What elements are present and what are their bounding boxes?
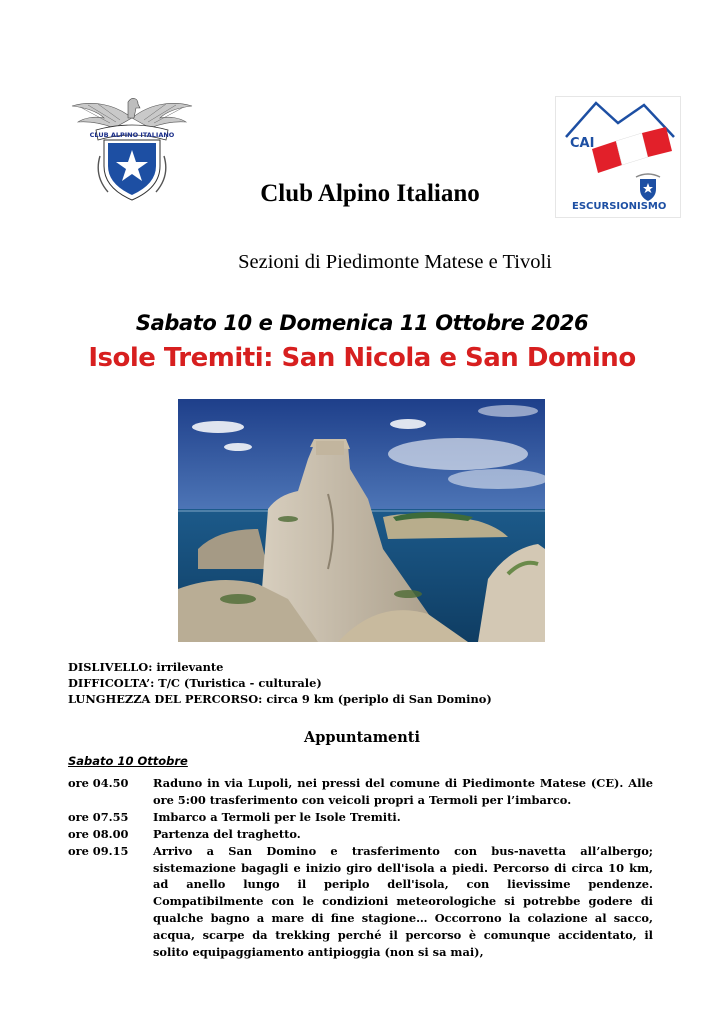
sections-subtitle: Sezioni di Piedimonte Matese e Tivoli bbox=[238, 251, 552, 273]
schedule-time: ore 04.50 bbox=[68, 776, 129, 790]
logo-right-esc: ESCURSIONISMO bbox=[572, 201, 667, 212]
schedule-text: Partenza del traghetto. bbox=[153, 826, 301, 841]
schedule-row bbox=[68, 775, 653, 809]
schedule-row bbox=[68, 843, 653, 961]
schedule-text: Imbarco a Termoli per le Isole Tremiti. bbox=[153, 809, 401, 824]
day-heading: Sabato 10 Ottobre bbox=[68, 754, 188, 768]
info-block bbox=[68, 659, 492, 707]
logo-right-cai: CAI bbox=[570, 136, 595, 151]
schedule-text: Raduno in via Lupoli, nei pressi del comune di Piedimonte Matese (CE). Alle ore 5:00 trasferimento con veicoli propri a Termoli per l’imbarco. bbox=[153, 776, 653, 807]
appointments-heading: Appuntamenti bbox=[303, 729, 421, 746]
tremiti-photo bbox=[178, 399, 545, 642]
event-dates: Sabato 10 e Domenica 11 Ottobre 2026 bbox=[135, 311, 589, 335]
event-title: Isole Tremiti: San Nicola e San Domino bbox=[88, 343, 636, 373]
schedule-time: ore 07.55 bbox=[68, 809, 129, 824]
schedule-time: ore 09.15 bbox=[68, 843, 129, 858]
schedule-text: Arrivo a San Domino e trasferimento con bus-navetta all’albergo; sistemazione bagagli e inizio giro dell'isola a piedi. Percorso di circa 10 km, ad anello lungo il periplo dell'isola, con lievissime pendenze. Compatibilmente con le condizioni meteorologiche si potrebbe godere di qualche bagno a mare di fine stagione… Occorrono la colazione al sacco, acqua, scarpe da trekking perché il percorso è comunque accidentato, il solito equipaggiamento antipioggia (non si sa mai), bbox=[153, 843, 653, 960]
logo-left-text: CLUB ALPINO ITALIANO bbox=[89, 131, 175, 139]
schedule-row bbox=[68, 809, 653, 826]
schedule-list bbox=[68, 775, 653, 961]
schedule-row bbox=[68, 826, 653, 843]
club-title: Club Alpino Italiano bbox=[260, 180, 480, 207]
info-difficolta: DIFFICOLTA’: T/C (Turistica - culturale) bbox=[68, 676, 322, 690]
info-dislivello: DISLIVELLO: irrilevante bbox=[68, 660, 224, 674]
info-lunghezza: LUNGHEZZA DEL PERCORSO: circa 9 km (periplo di San Domino) bbox=[68, 692, 492, 706]
schedule-time: ore 08.00 bbox=[68, 826, 129, 841]
